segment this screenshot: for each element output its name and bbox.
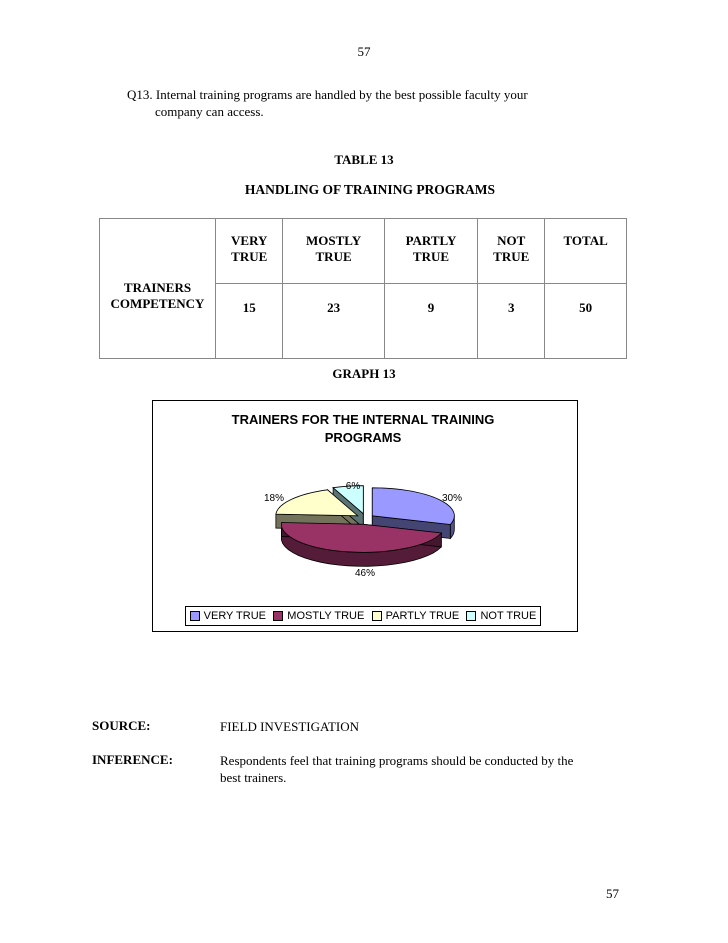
pie-label-partly-true: 18% xyxy=(263,493,285,504)
legend-label: PARTLY TRUE xyxy=(385,610,460,622)
inference-line-1: Respondents feel that training programs should be conducted by the xyxy=(220,753,574,768)
legend-swatch xyxy=(372,611,382,621)
source-value: FIELD INVESTIGATION xyxy=(220,719,360,734)
inference-line-2: best trainers. xyxy=(220,770,287,785)
pie-chart xyxy=(152,400,578,632)
table-title: TABLE 13 xyxy=(334,152,394,167)
pie-label-mostly-true: 46% xyxy=(354,568,376,579)
pie-label-not-true: 6% xyxy=(345,481,361,492)
value-very-true: 15 xyxy=(216,284,283,359)
table-header-row xyxy=(100,219,627,284)
inference-text xyxy=(220,752,620,786)
row-header-cell xyxy=(100,219,216,359)
col-header-very-true: VERY TRUE xyxy=(216,219,283,284)
row-header-line-2: COMPETENCY xyxy=(110,295,205,311)
question-line-2: company can access. xyxy=(155,104,264,119)
data-table xyxy=(99,218,627,359)
legend-item-very-true xyxy=(190,610,266,622)
inference-label: INFERENCE: xyxy=(92,752,173,767)
legend-item-partly-true xyxy=(372,610,460,622)
chart-title-line-2: PROGRAMS xyxy=(324,430,402,445)
legend-item-mostly-true xyxy=(273,610,364,622)
value-not-true: 3 xyxy=(478,284,545,359)
pie-chart-svg xyxy=(153,401,577,601)
chart-legend xyxy=(185,606,541,626)
question-line-1: Q13. Internal training programs are handled by the best possible faculty your xyxy=(127,87,528,102)
value-total: 50 xyxy=(545,284,627,359)
col-header-partly-true: PARTLY TRUE xyxy=(384,219,478,284)
legend-swatch xyxy=(466,611,476,621)
question-text xyxy=(127,86,597,120)
legend-label: NOT TRUE xyxy=(480,610,537,622)
chart-title-line-1: TRAINERS FOR THE INTERNAL TRAINING xyxy=(231,412,495,427)
page-number-bottom: 57 xyxy=(606,886,619,901)
col-header-total: TOTAL xyxy=(545,219,627,284)
graph-title: GRAPH 13 xyxy=(332,366,396,381)
legend-swatch xyxy=(190,611,200,621)
page-number-top: 57 xyxy=(357,44,371,59)
col-header-not-true: NOT TRUE xyxy=(478,219,545,284)
value-partly-true: 9 xyxy=(384,284,478,359)
row-header-line-1: TRAINERS xyxy=(123,279,192,295)
legend-label: MOSTLY TRUE xyxy=(287,610,365,622)
legend-label: VERY TRUE xyxy=(203,610,266,622)
table-subtitle: HANDLING OF TRAINING PROGRAMS xyxy=(244,182,496,197)
pie-label-very-true: 30% xyxy=(441,493,463,504)
legend-swatch xyxy=(273,611,283,621)
col-header-mostly-true: MOSTLY TRUE xyxy=(283,219,384,284)
value-mostly-true: 23 xyxy=(283,284,384,359)
legend-item-not-true xyxy=(466,610,536,622)
source-label: SOURCE: xyxy=(92,718,151,733)
